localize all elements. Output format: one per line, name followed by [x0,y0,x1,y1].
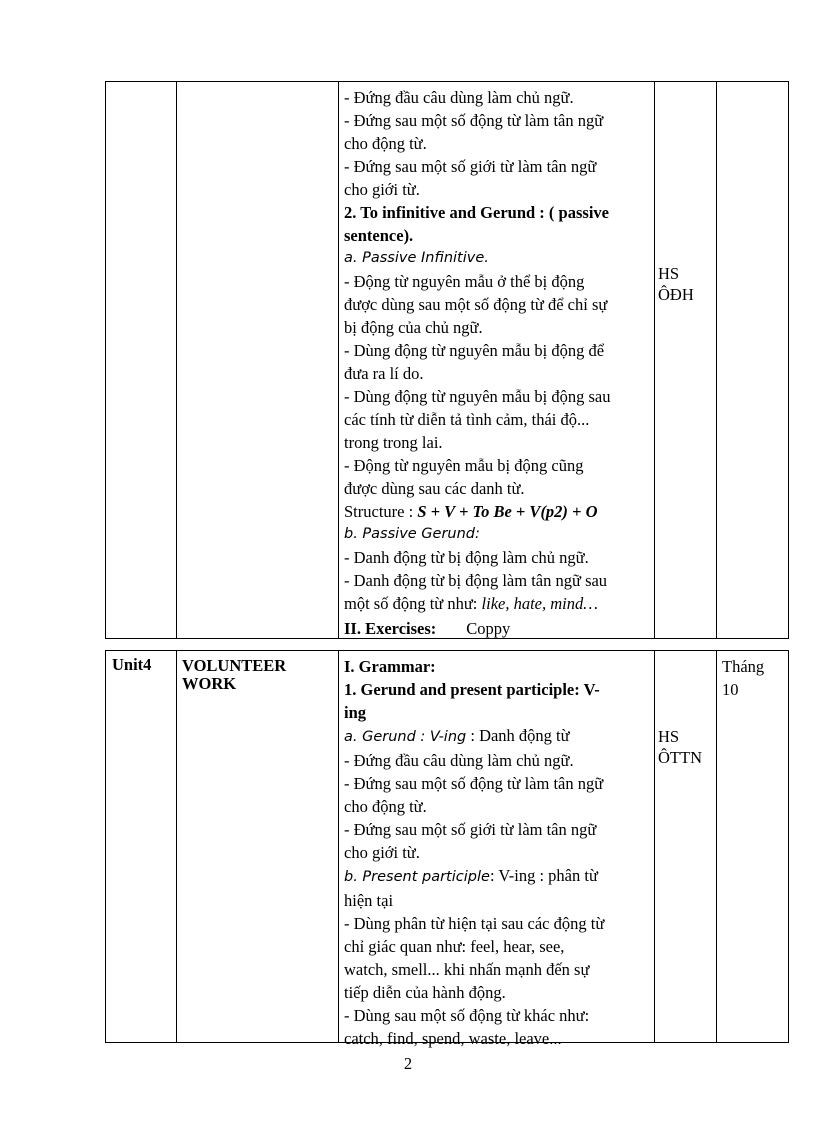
group-label: HS ÔĐH [658,264,694,304]
content-line: - Động từ nguyên mẫu ở thể bị động [344,272,585,291]
title-cell [176,651,338,1042]
subsection-line [344,724,654,749]
content-line: watch, smell... khi nhấn mạnh đến sự [344,960,590,979]
unit-title: VOLUNTEER WORK [182,656,287,693]
subsection-heading: a. Passive Infinitive. [344,250,489,266]
title-cell [176,82,338,638]
content-line: - Dùng động từ nguyên mẫu bị động sau [344,387,611,406]
unit-cell [106,651,176,1042]
content-line: - Danh động từ bị động làm chủ ngữ. [344,548,589,567]
content-line: - Đứng sau một số giới từ làm tân ngữ [344,820,597,839]
content-line: đưa ra lí do. [344,364,424,383]
exercises-line [344,617,654,640]
subsection-heading: a. Gerund : V-ing [344,729,467,745]
content-line: tiếp diễn của hành động. [344,983,506,1002]
content-line: - Đứng đầu câu dùng làm chủ ngữ. [344,751,574,770]
structure-formula: S + V + To Be + V(p2) + O [417,502,598,521]
content-line: được dùng sau các danh từ. [344,479,525,498]
subsection-line [344,864,654,889]
month-label: Tháng 10 [722,657,765,699]
month-cell [716,651,790,1042]
page-number: 2 [403,1054,413,1073]
content-line: - Đứng sau một số giới từ làm tân ngữ [344,157,597,176]
table-row [105,650,789,1048]
section-heading: I. Grammar: [344,657,436,676]
group-cell [654,651,716,1042]
section-heading: ing [344,703,367,722]
section-heading: 2. To infinitive and Gerund : ( passive [344,203,609,222]
unit-label: Unit4 [112,655,152,674]
content-line: cho động từ. [344,797,427,816]
exercises-heading: II. Exercises: [344,619,437,638]
structure-label: Structure : [344,502,418,521]
content-cell [338,82,654,638]
content-line: - Đứng đầu câu dùng làm chủ ngữ. [344,88,574,107]
content-line: - Dùng động từ nguyên mẫu bị động để [344,341,605,360]
section-heading: sentence). [344,226,414,245]
subsection-heading: b. Passive Gerund: [344,526,480,542]
content-line: cho giới từ. [344,180,420,199]
content-line: hiện tại [344,891,394,910]
content-line: - Đứng sau một số động từ làm tân ngữ [344,774,604,793]
example-verbs: like, hate, mind… [481,594,598,613]
content-line: chỉ giác quan như: feel, hear, see, [344,937,565,956]
content-line: được dùng sau một số động từ để chỉ sự [344,295,608,314]
content-line: - Dùng sau một số động từ khác như: [344,1006,590,1025]
content-line: catch, find, spend, waste, leave... [344,1029,562,1048]
content-line: - Danh động từ bị động làm tân ngữ sau [344,571,608,590]
content-line: - Đứng sau một số động từ làm tân ngữ [344,111,604,130]
month-cell [716,82,790,638]
unit-cell [106,82,176,638]
content-line: cho động từ. [344,134,427,153]
content-text: : V-ing : phân từ [489,866,598,885]
content-line: cho giới từ. [344,843,420,862]
content-line: trong trong lai. [344,433,443,452]
group-label: HS ÔTTN [658,727,702,767]
content-text: một số động từ như: [344,594,482,613]
content-line: các tính từ diễn tả tình cảm, thái độ... [344,410,590,429]
structure-line [344,500,654,523]
section-heading: 1. Gerund and present participle: V- [344,680,600,699]
content-line [344,592,654,615]
content-line: - Dùng phân từ hiện tại sau các động từ [344,914,605,933]
table-row [105,81,789,639]
subsection-heading: b. Present participle [344,869,490,885]
content-line: - Động từ nguyên mẫu bị động cũng [344,456,584,475]
content-text: : Danh động từ [466,726,570,745]
content-cell [338,651,654,1048]
content-line: bị động của chủ ngữ. [344,318,483,337]
exercises-note: Coppy [466,619,511,638]
group-cell [654,82,716,638]
